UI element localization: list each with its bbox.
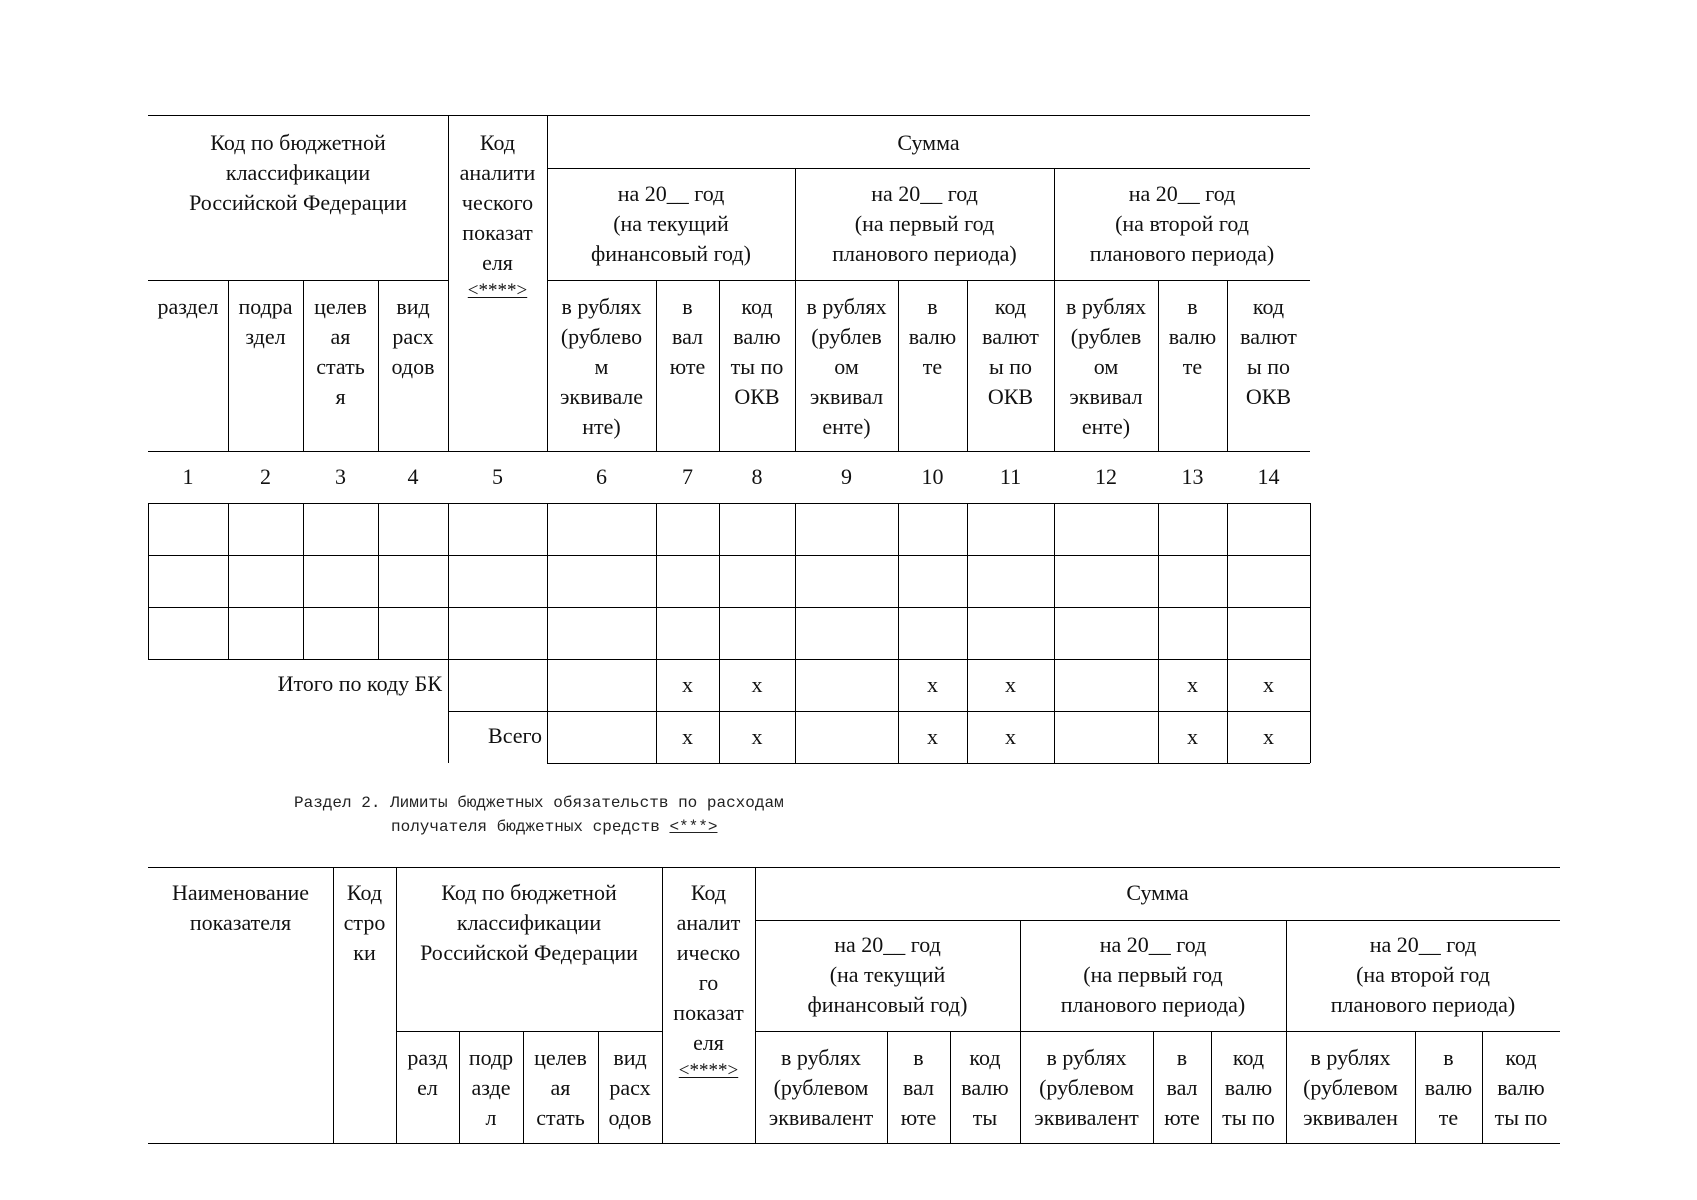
- header-rub-current: в рублях (рублевом эквивалент: [768, 1045, 874, 1130]
- header-okv-second: код валю ты по: [1494, 1045, 1548, 1130]
- section-2-title-text: получателя бюджетных средств: [391, 818, 670, 836]
- header-rub-first: в рублях (рублев ом эквивал енте): [806, 294, 887, 439]
- column-number: 3: [335, 464, 346, 489]
- header-expense-type: вид расх одов: [608, 1045, 652, 1130]
- section-2-title-line2: [391, 815, 717, 839]
- header-sum: Сумма: [1126, 880, 1189, 905]
- column-number: 6: [596, 464, 607, 489]
- header-cur-first: в вал юте: [1164, 1045, 1200, 1130]
- header-code-analytic: [662, 878, 755, 1084]
- column-number: 12: [1095, 464, 1117, 489]
- header-expense-type: вид расх одов: [391, 294, 435, 379]
- x-mark: x: [751, 724, 763, 749]
- header-subsection: подр азде л: [468, 1045, 514, 1130]
- header-rub-first: в рублях (рублевом эквивалент: [1034, 1045, 1139, 1130]
- header-okv-second: код валют ы по ОКВ: [1240, 294, 1297, 409]
- header-year-second: на 20__ год (на второй год планового периода): [1089, 181, 1275, 266]
- header-section: разд ел: [407, 1045, 448, 1100]
- header-cur-current: в вал юте: [669, 294, 706, 379]
- total-label: Всего: [488, 723, 542, 748]
- footnote-ref: <****>: [678, 1060, 739, 1081]
- x-mark: x: [927, 724, 938, 749]
- column-number: 9: [841, 464, 852, 489]
- header-sum: Сумма: [897, 130, 960, 155]
- x-mark: x: [682, 724, 693, 749]
- footnote-ref: <***>: [669, 818, 718, 836]
- column-number: 10: [921, 464, 944, 489]
- header-okv-current: код валю ты по ОКВ: [730, 294, 784, 409]
- header-rub-second: в рублях (рублев ом эквивал енте): [1065, 294, 1147, 439]
- x-mark: x: [1187, 672, 1198, 697]
- x-mark: x: [927, 672, 938, 697]
- header-target: целев ая стать: [534, 1045, 587, 1130]
- header-subsection: подра здел: [238, 294, 293, 349]
- footnote-ref: <****>: [467, 280, 528, 301]
- x-mark: x: [1263, 672, 1274, 697]
- column-number: 2: [260, 464, 271, 489]
- header-okv-first: код валю ты по: [1222, 1045, 1275, 1130]
- header-year-first: на 20__ год (на первый год планового периода): [1060, 932, 1246, 1017]
- column-number: 11: [999, 464, 1022, 489]
- column-number: 14: [1257, 464, 1280, 489]
- header-cur-first: в валю те: [908, 294, 957, 379]
- header-row-code: Код стро ки: [343, 880, 386, 965]
- header-year-first: на 20__ год (на первый год планового периода): [832, 181, 1017, 266]
- header-indicator-name: Наименование показателя: [171, 880, 310, 935]
- header-year-current: на 20__ год (на текущий финансовый год): [807, 932, 968, 1017]
- x-mark: x: [1263, 724, 1274, 749]
- header-code-analytic: [448, 128, 547, 304]
- x-mark: x: [751, 672, 763, 697]
- header-code-analytic-label: Код аналит ическо го показат еля: [673, 880, 744, 1055]
- column-number: 5: [492, 464, 503, 489]
- header-rub-current: в рублях (рублево м эквивале нте): [559, 294, 644, 439]
- header-year-current: на 20__ год (на текущий финансовый год): [591, 181, 751, 266]
- header-year-second: на 20__ год (на второй год планового периода): [1330, 932, 1516, 1017]
- column-number: 7: [682, 464, 693, 489]
- header-kbk: Код по бюджетной классификации Российской Федерации: [420, 880, 638, 965]
- column-number: 13: [1181, 464, 1204, 489]
- header-section: раздел: [157, 294, 219, 319]
- x-mark: x: [682, 672, 693, 697]
- header-code-analytic-label: Код аналити ческого показат еля: [459, 130, 536, 275]
- total-bk-label: Итого по коду БК: [277, 671, 442, 696]
- column-number: 1: [182, 464, 194, 489]
- column-number: 4: [407, 464, 419, 489]
- header-cur-current: в вал юте: [900, 1045, 937, 1130]
- x-mark: x: [1005, 672, 1016, 697]
- header-rub-second: в рублях (рублевом эквивален: [1303, 1045, 1398, 1130]
- header-okv-first: код валют ы по ОКВ: [982, 294, 1039, 409]
- header-cur-second: в валю те: [1168, 294, 1217, 379]
- column-number: 8: [751, 464, 763, 489]
- header-kbk: Код по бюджетной классификации Российской Федерации: [189, 130, 407, 215]
- section-2-title-line1: Раздел 2. Лимиты бюджетных обязательств по расходам: [294, 794, 784, 812]
- header-target: целев ая стать я: [314, 294, 367, 409]
- x-mark: x: [1005, 724, 1016, 749]
- header-cur-second: в валю те: [1424, 1045, 1473, 1130]
- x-mark: x: [1187, 724, 1198, 749]
- header-okv-current: код валю ты: [961, 1045, 1009, 1130]
